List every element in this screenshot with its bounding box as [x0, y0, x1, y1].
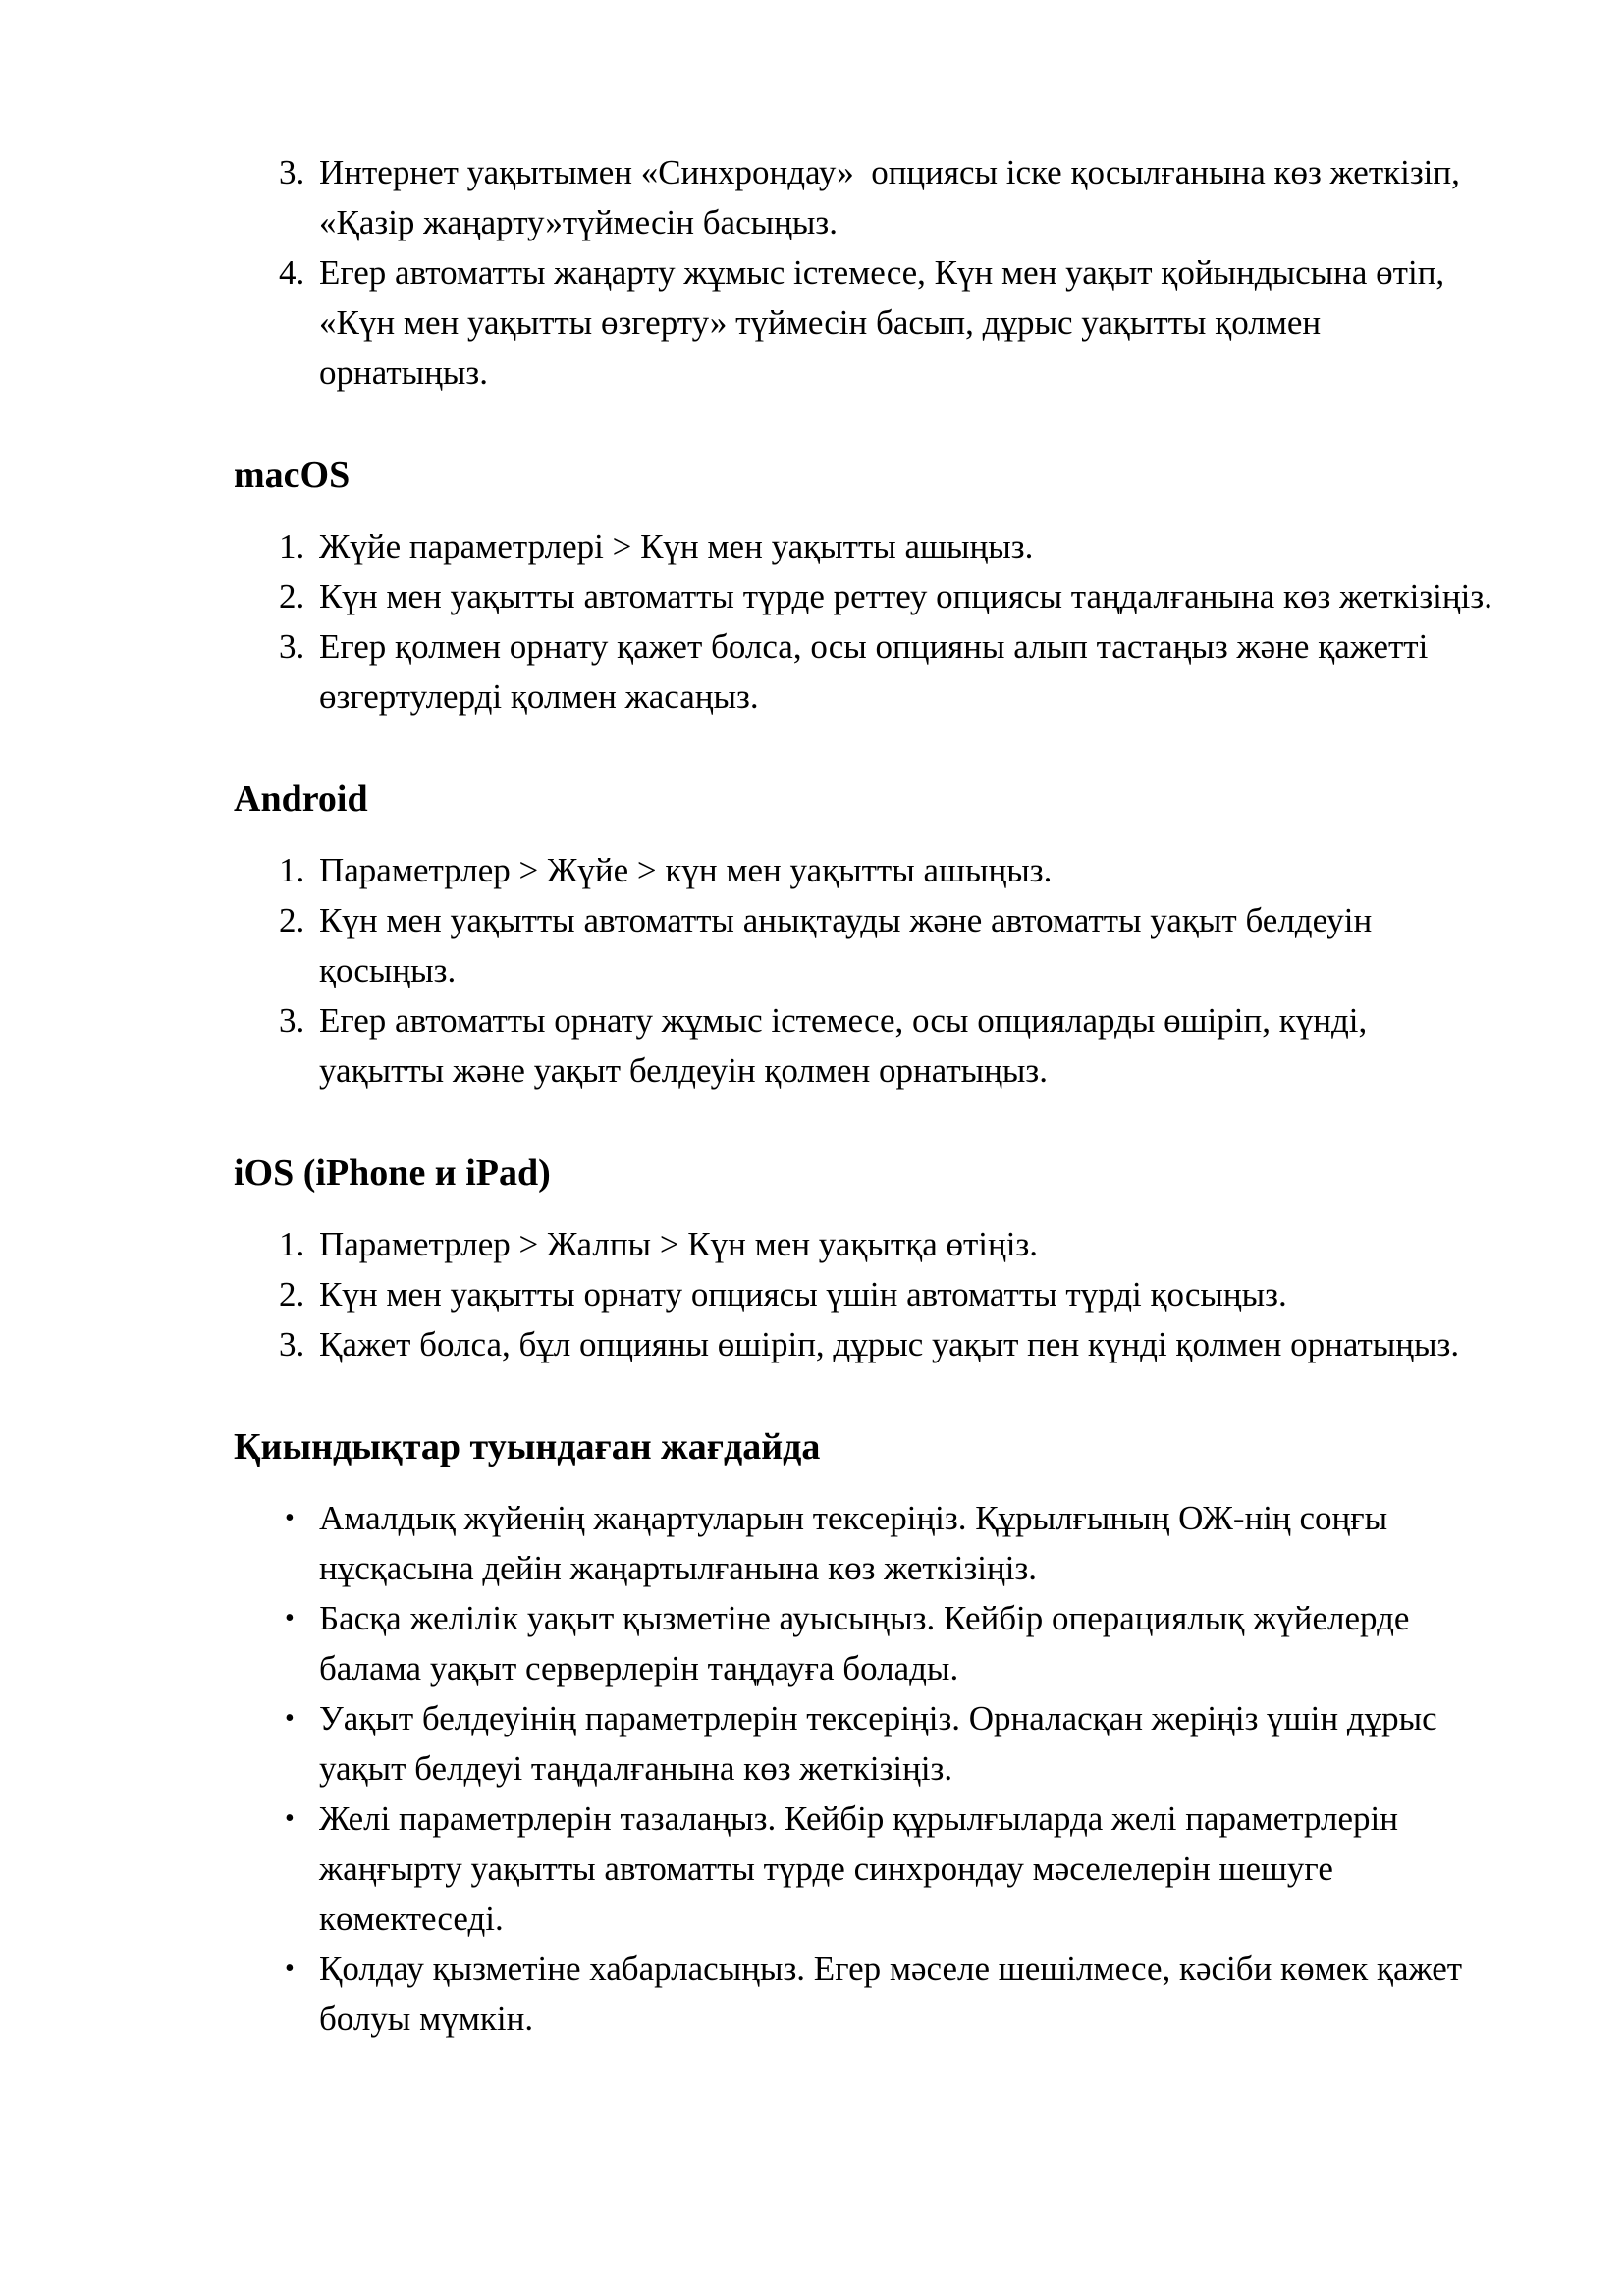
list-item: [234, 147, 1496, 247]
section-heading-macos: macOS: [234, 454, 351, 496]
list-item: [234, 1219, 1496, 1269]
bullet-icon: •: [285, 1803, 295, 1834]
list-number: 3.: [279, 1001, 305, 1040]
bullet-icon: •: [285, 1703, 295, 1734]
list-item-text: Күн мен уақытты автоматты анықтауды және автоматты уақыт белдеуін қосыңыз.: [319, 901, 1380, 989]
list-item-text: Параметрлер > Жалпы > Күн мен уақытқа өтіңіз.: [319, 1225, 1039, 1263]
list-item: [234, 521, 1496, 571]
list-number: 4.: [279, 253, 305, 292]
list-number: 3.: [279, 627, 305, 666]
list-item: [234, 1493, 1496, 1593]
list-number: 3.: [279, 153, 305, 191]
list-item: [234, 1269, 1496, 1319]
macos-numbered-list: [234, 521, 1496, 721]
section-heading-ios: iOS (iPhone и iPad): [234, 1152, 551, 1194]
list-item: [234, 621, 1496, 721]
list-item: [234, 995, 1496, 1095]
bullet-icon: •: [285, 1503, 295, 1533]
list-item: [234, 1793, 1496, 1944]
list-item-text: Егер автоматты жаңарту жұмыс істемесе, Күн мен уақыт қойындысына өтіп, «Күн мен уақытты өзгерту» түймесін басып, дұрыс уақытты қолмен орнатыңыз.: [319, 253, 1453, 392]
list-item-text: Желі параметрлерін тазалаңыз. Кейбір құрылғыларда желі параметрлерін жаңғырту уақытты автоматты түрде синхрондау мәселелерін шешуге көмектеседі.: [319, 1799, 1407, 1938]
list-item: [234, 571, 1496, 621]
ios-numbered-list: [234, 1219, 1496, 1369]
list-number: 1.: [279, 1225, 305, 1263]
list-item: [234, 1319, 1496, 1369]
intro-numbered-list: [234, 147, 1496, 398]
list-number: 1.: [279, 851, 305, 889]
list-item-text: Күн мен уақытты орнату опциясы үшін автоматты түрді қосыңыз.: [319, 1275, 1287, 1313]
list-number: 2.: [279, 577, 305, 615]
list-number: 1.: [279, 527, 305, 565]
list-item: [234, 1593, 1496, 1693]
list-item: [234, 247, 1496, 398]
list-number: 3.: [279, 1325, 305, 1363]
list-item-text: Күн мен уақытты автоматты түрде реттеу опциясы таңдалғанына көз жеткізіңіз.: [319, 577, 1492, 615]
list-item-text: Егер қолмен орнату қажет болса, осы опцияны алып тастаңыз және қажетті өзгертулерді қолмен жасаңыз.: [319, 627, 1437, 716]
list-item-text: Басқа желілік уақыт қызметіне ауысыңыз. Кейбір операциялық жүйелерде балама уақыт серверлерін таңдауға болады.: [319, 1599, 1419, 1687]
list-item-text: Интернет уақытымен «Синхрондау» опциясы іске қосылғанына көз жеткізіп, «Қазір жаңарту»түймесін басыңыз.: [319, 153, 1469, 241]
list-item-text: Параметрлер > Жүйе > күн мен уақытты ашыңыз.: [319, 851, 1053, 889]
bullet-icon: •: [285, 1603, 295, 1633]
list-item-text: Амалдық жүйенің жаңартуларын тексеріңіз. Құрылғының ОЖ-нің соңғы нұсқасына дейін жаңартылғанына көз жеткізіңіз.: [319, 1499, 1396, 1587]
list-item-text: Қолдау қызметіне хабарласыңыз. Егер мәселе шешілмесе, кәсіби көмек қажет болуы мүмкін.: [319, 1949, 1471, 2038]
list-item: [234, 895, 1496, 995]
list-item-text: Уақыт белдеуінің параметрлерін тексеріңіз. Орналасқан жеріңіз үшін дұрыс уақыт белдеуі таңдалғанына көз жеткізіңіз.: [319, 1699, 1446, 1788]
troubleshooting-bullet-list: [234, 1493, 1496, 2044]
section-heading-android: Android: [234, 778, 368, 820]
list-item: [234, 1944, 1496, 2044]
list-item-text: Қажет болса, бұл опцияны өшіріп, дұрыс уақыт пен күнді қолмен орнатыңыз.: [319, 1325, 1460, 1363]
list-item: [234, 1693, 1496, 1793]
list-item: [234, 845, 1496, 895]
list-item-text: Жүйе параметрлері > Күн мен уақытты ашыңыз.: [319, 527, 1034, 565]
bullet-icon: •: [285, 1953, 295, 1984]
android-numbered-list: [234, 845, 1496, 1095]
list-item-text: Егер автоматты орнату жұмыс істемесе, осы опцияларды өшіріп, күнді, уақытты және уақыт белдеуін қолмен орнатыңыз.: [319, 1001, 1376, 1090]
list-number: 2.: [279, 901, 305, 939]
section-heading-troubleshooting: Қиындықтар туындаған жағдайда: [234, 1426, 821, 1468]
list-number: 2.: [279, 1275, 305, 1313]
